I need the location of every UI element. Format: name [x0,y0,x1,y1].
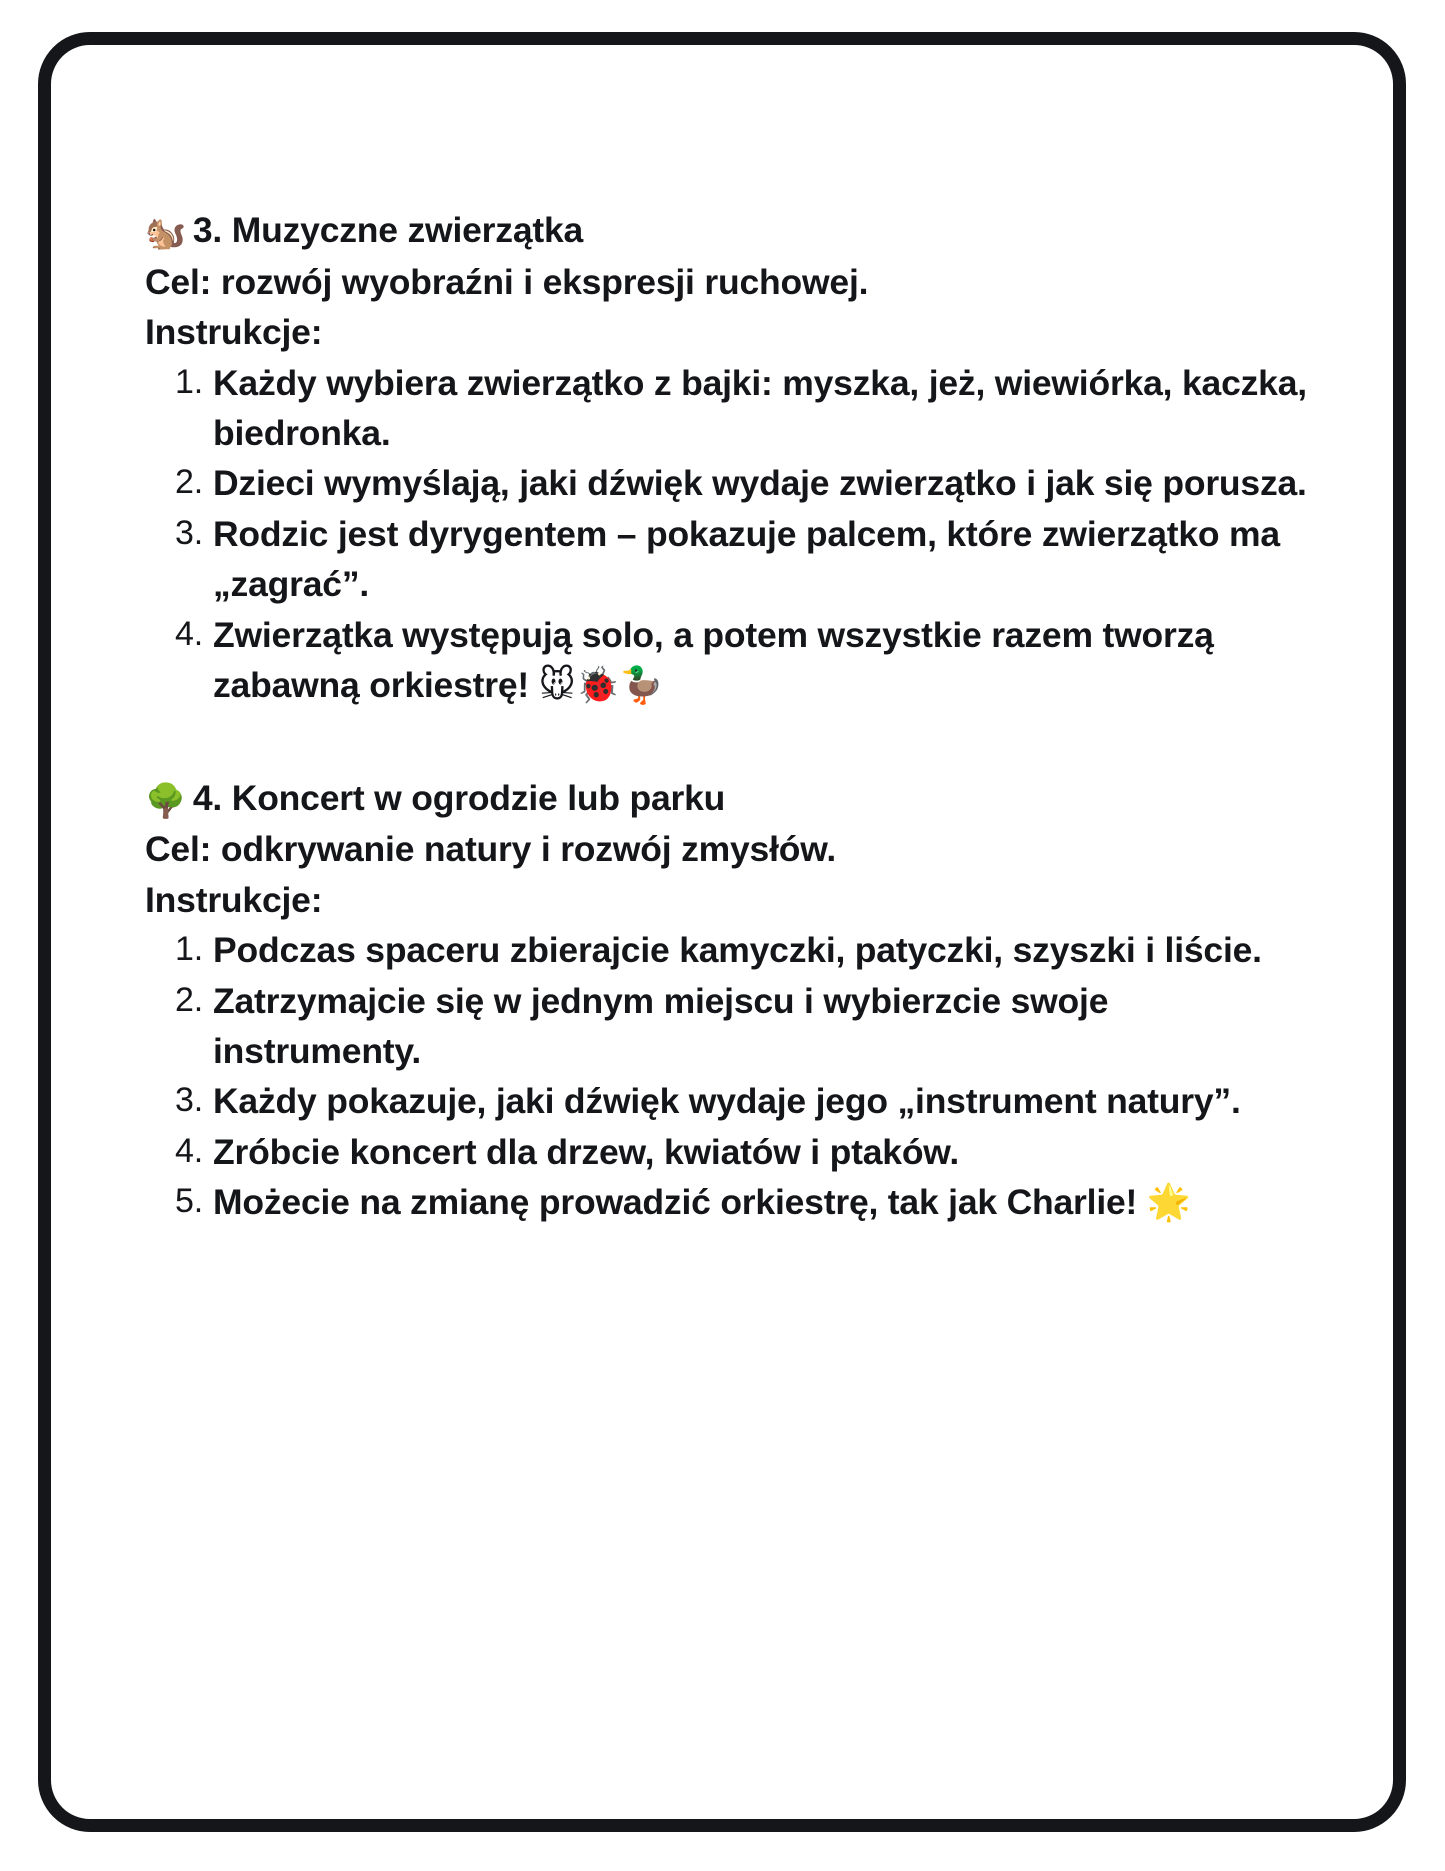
section-3-goal: Cel: rozwój wyobraźni i ekspresji ruchowej. [145,261,869,302]
section-3-title: 3. Muzyczne zwierzątka [192,210,584,250]
section-3-steps [145,358,1321,711]
section-3-heading [145,205,1321,257]
list-item: Dzieci wymyślają, jaki dźwięk wydaje zwierzątko i jak się porusza. [213,463,1307,504]
section-3-instructions-label: Instrukcje: [145,312,323,353]
list-item: Rodzic jest dyrygentem – pokazuje palcem, które zwierzątko ma „zagrać”. [213,513,1280,605]
content-card [38,32,1406,1832]
list-item: Zatrzymajcie się w jednym miejscu i wybierzcie swoje instrumenty. [213,980,1109,1071]
chipmunk-icon: 🐿️ [145,213,186,252]
section-4-title: 4. Koncert w ogrodzie lub parku [192,777,726,818]
list-item: Zwierzątka występują solo, a potem wszystkie razem tworzą zabawną orkiestrę! 🐭🐞🦆 [213,614,1214,706]
activity-section-3 [145,205,1321,711]
section-4-heading [145,773,1321,825]
activity-section-4 [145,773,1321,1228]
list-item: Podczas spaceru zbierajcie kamyczki, patyczki, szyszki i liście. [213,930,1262,971]
section-4-instructions-label: Instrukcje: [145,879,323,920]
card-content [51,45,1393,1268]
tree-icon: 🌳 [145,780,186,820]
list-item: Każdy wybiera zwierzątko z bajki: myszka, jeż, wiewiórka, kaczka, biedronka. [213,362,1307,454]
list-item: Każdy pokazuje, jaki dźwięk wydaje jego „instrument natury”. [213,1081,1241,1122]
list-item: Zróbcie koncert dla drzew, kwiatów i ptaków. [213,1131,960,1172]
section-4-goal: Cel: odkrywanie natury i rozwój zmysłów. [145,829,836,870]
section-4-steps [145,925,1321,1227]
list-item: Możecie na zmianę prowadzić orkiestrę, tak jak Charlie! 🌟 [213,1182,1191,1223]
